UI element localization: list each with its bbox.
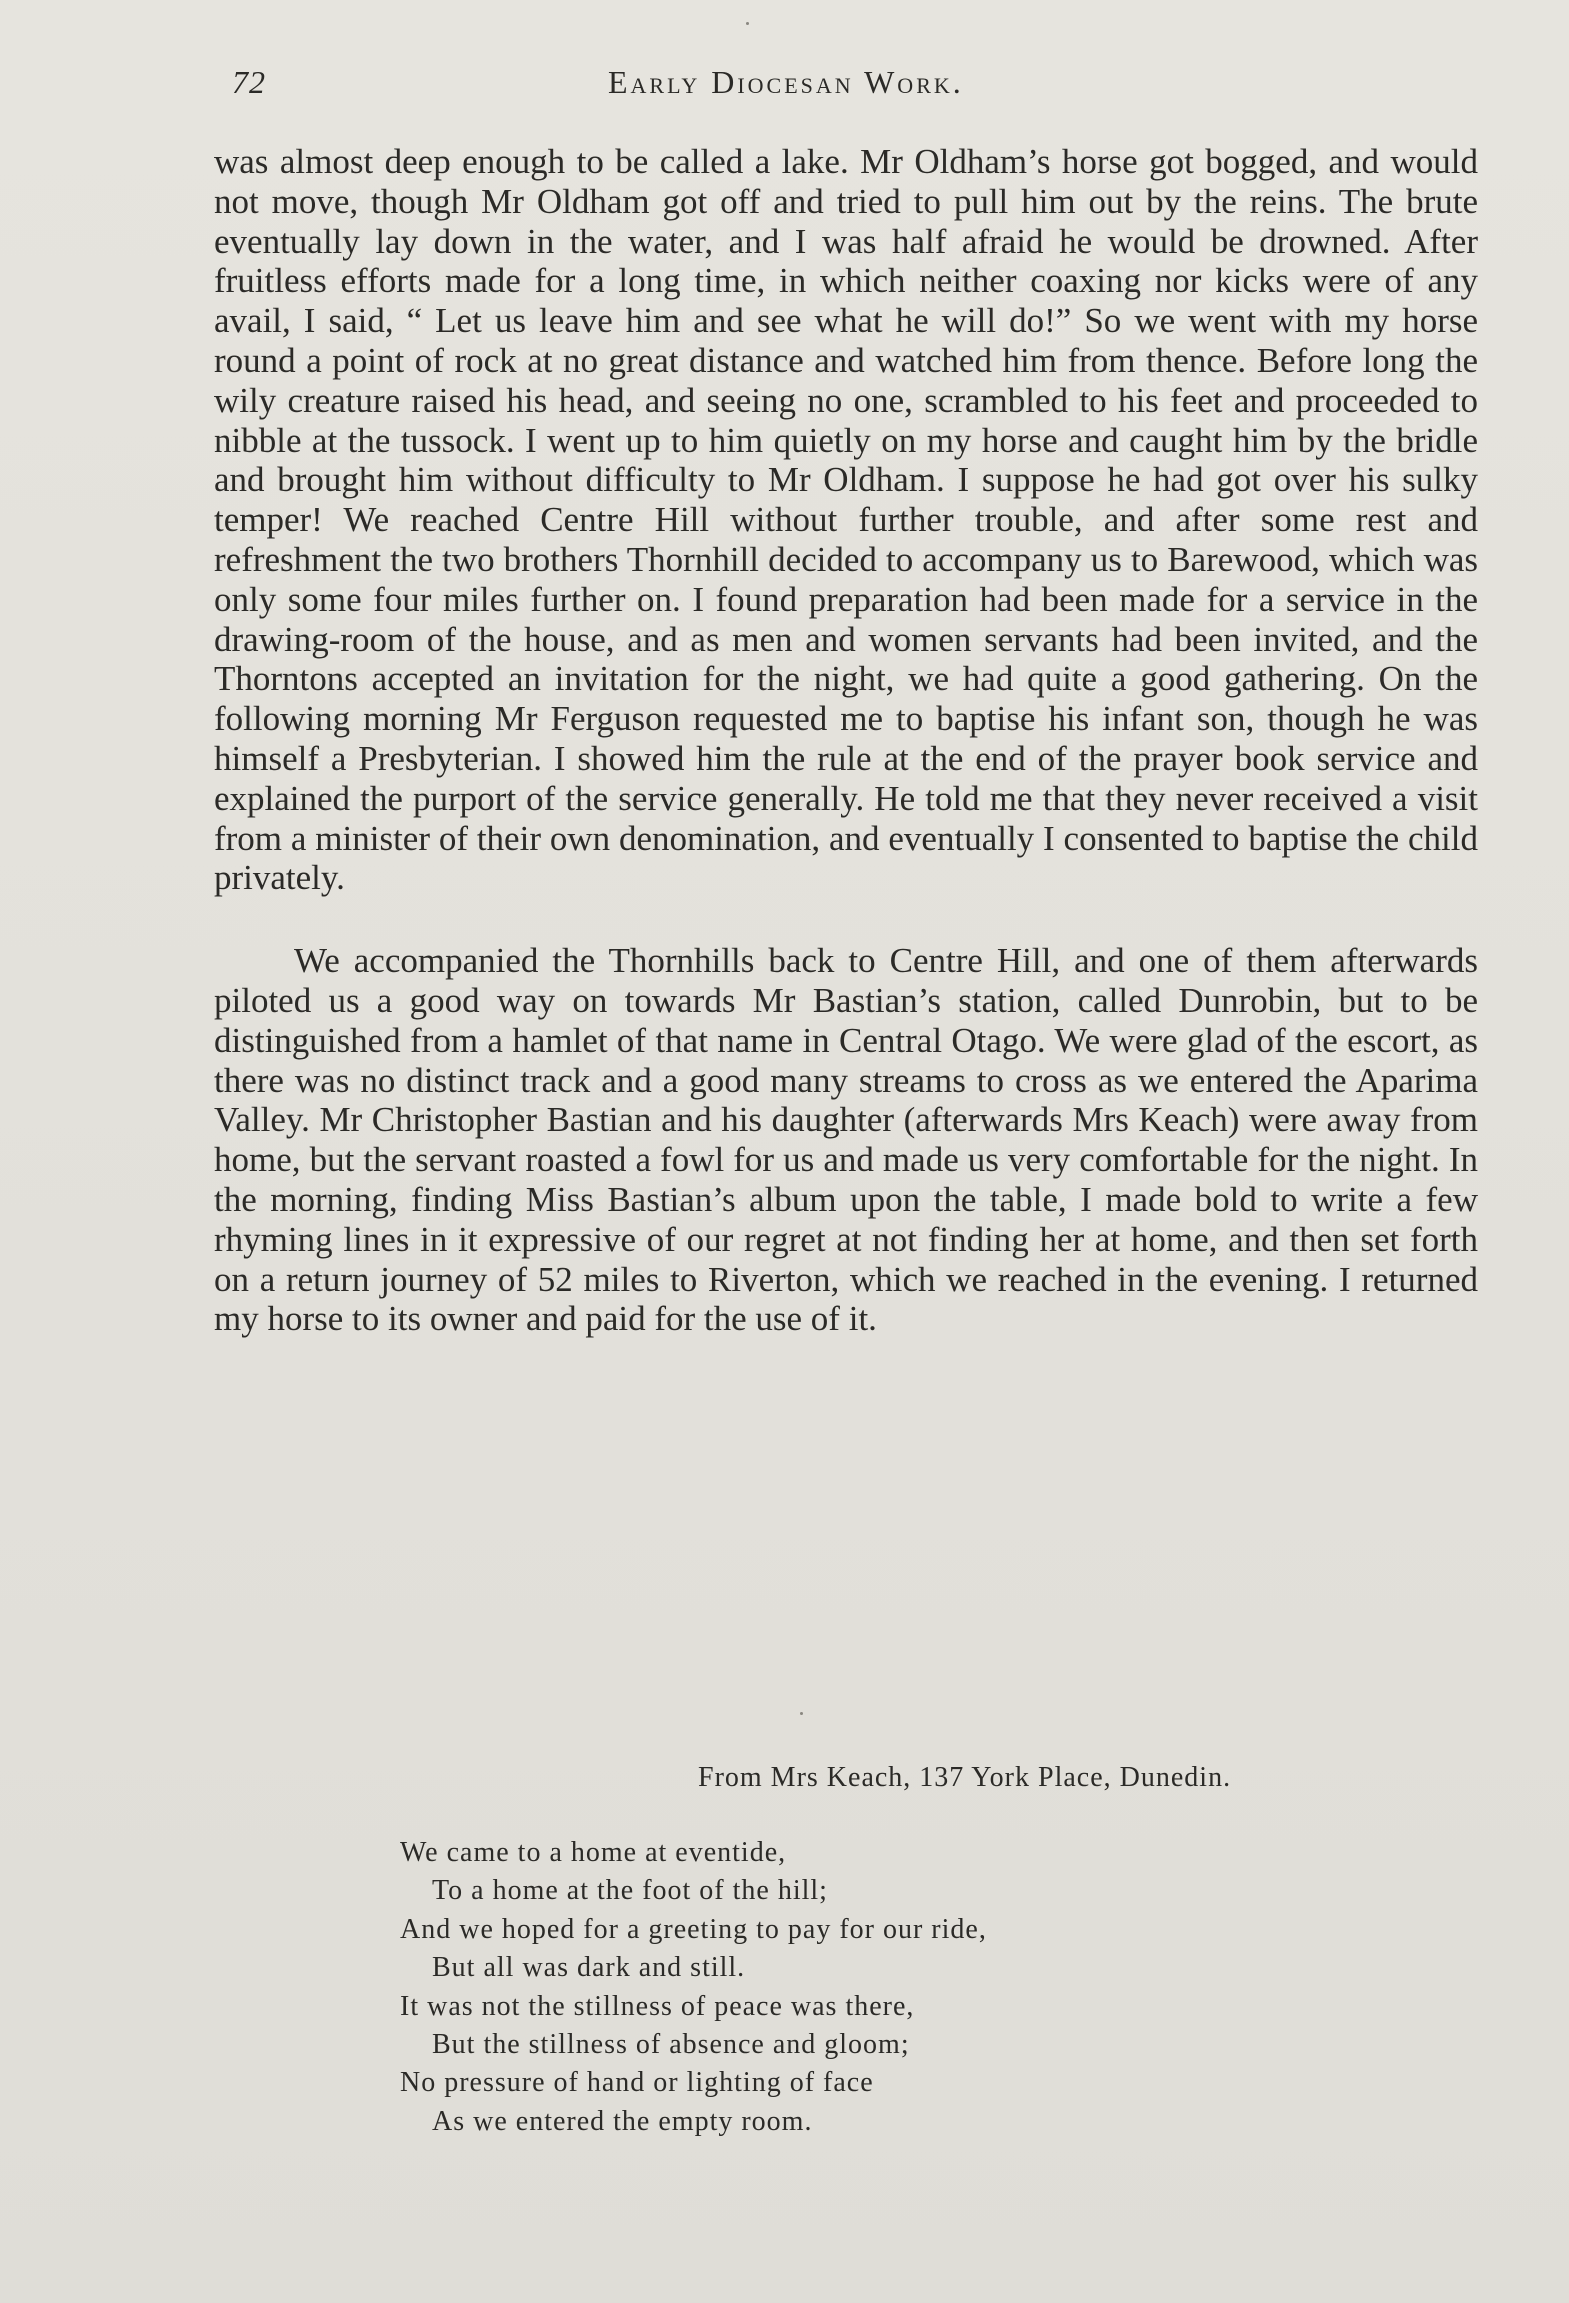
page-number: 72 <box>232 64 266 100</box>
poem-line: We came to a home at eventide, <box>400 1837 787 1868</box>
paper-speck <box>800 1712 803 1715</box>
paper-speck <box>746 22 749 25</box>
paragraph-1: was almost deep enough to be called a lake. Mr Oldham’s horse got bogged, and would not move, though Mr Oldham got off and tried to pull him out by the reins. The brute eventually lay down in the water, and I was half afraid he would be drowned. After fruitless efforts made for a long time, in which neither coaxing nor kicks were of any avail, I said, “ Let us leave him and see what he will do!” So we went with my horse round a point of rock at no great distance and watched him from thence. Before long the wily creature raised his head, and seeing no one, scrambled to his feet and proceeded to nibble at the tussock. I went up to him quietly on my horse and caught him by the bridle and brought him without difficulty to Mr Oldham. I suppose he had got over his sulky temper! We reached Centre Hill without further trouble, and after some rest and refreshment the two brothers Thornhill decided to accompany us to Barewood, which was only some four miles further on. I found preparation had been made for a service in the drawing-room of the house, and as men and women servants had been invited, and the Thorntons accepted an invitation for the night, we had quite a good gathering. On the following morning Mr Ferguson requested me to baptise his infant son, though he was himself a Presbyterian. I showed him the rule at the end of the prayer book service and explained the purport of the service generally. He told me that they never received a visit from a minister of their own denomination, and eventually I consented to baptise the child privately. <box>214 142 1478 898</box>
poem-line: No pressure of hand or lighting of face <box>400 2067 874 2099</box>
poem <box>400 1834 987 2141</box>
poem-line: But the stillness of absence and gloom; <box>432 2029 910 2061</box>
poem-line: And we hoped for a greeting to pay for our ride, <box>400 1913 987 1945</box>
poem-line: It was not the stillness of peace was there, <box>400 1990 915 2022</box>
running-head: Early Diocesan Work. <box>608 64 964 100</box>
poem-attribution: From Mrs Keach, 137 York Place, Dunedin. <box>698 1762 1232 1793</box>
poem-line: To a home at the foot of the hill; <box>432 1875 828 1907</box>
poem-line: But all was dark and still. <box>432 1952 746 1984</box>
paragraph-2: We accompanied the Thornhills back to Centre Hill, and one of them afterwards piloted us a good way on towards Mr Bastian’s station, called Dunrobin, but to be distinguished from a hamlet of that name in Central Otago. We were glad of the escort, as there was no distinct track and a good many streams to cross as we entered the Aparima Valley. Mr Christopher Bastian and his daughter (afterwards Mrs Keach) were away from home, but the servant roasted a fowl for us and made us very comfortable for the night. In the morning, finding Miss Bastian’s album upon the table, I made bold to write a few rhyming lines in it expressive of our regret at not finding her at home, and then set forth on a return journey of 52 miles to Riverton, which we reached in the evening. I returned my horse to its owner and paid for the use of it. <box>214 941 1478 1339</box>
poem-line: As we entered the empty room. <box>432 2105 813 2137</box>
body-text <box>214 142 1478 1339</box>
